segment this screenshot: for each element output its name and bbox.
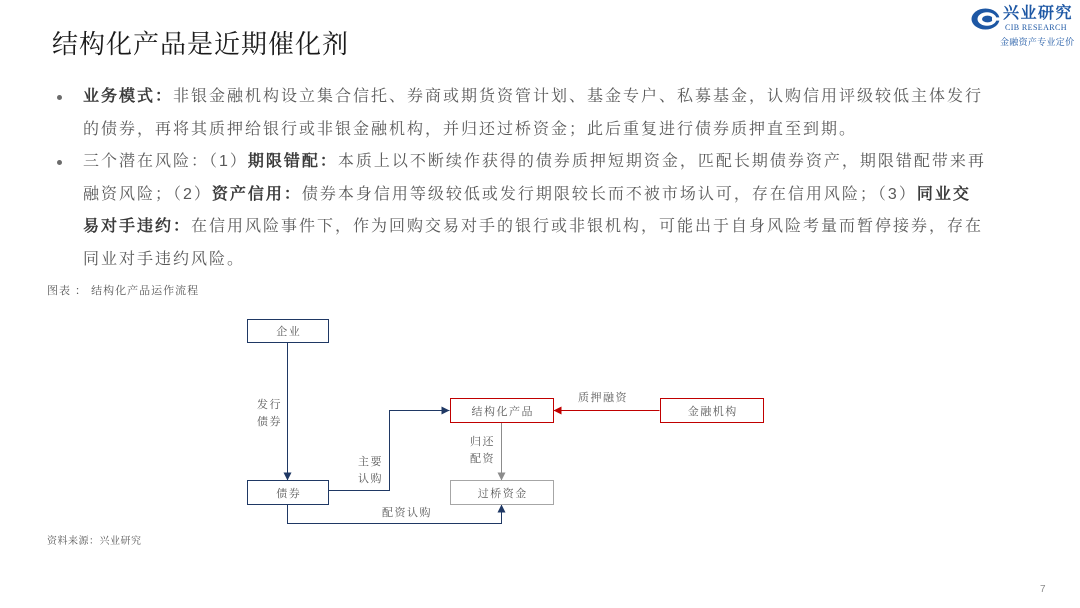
- bullet-label-counterparty-default: 易对手违约：: [83, 218, 192, 236]
- bullet-text: 在信用风险事件下，作为回购交易对手的银行或非银机构，可能出于自身风险考量而暂停接券，存在: [191, 218, 984, 236]
- bullet-line: [83, 146, 986, 179]
- edge-label-enterprise-to-bond: [257, 397, 282, 431]
- edge-label-bond-to-structured-product: [358, 454, 383, 488]
- edge-label-bond-to-bridge-fund: [382, 506, 432, 520]
- bullet-label-asset-credit: 资产信用：: [211, 185, 302, 203]
- page-number: 7: [1040, 584, 1046, 595]
- bullet-line: [83, 81, 983, 114]
- edge-label-line: 主要: [358, 456, 383, 468]
- node-bond: 债券: [247, 480, 329, 505]
- bullet-dot: [57, 160, 62, 165]
- cib-research-logo-icon: [970, 7, 1001, 31]
- node-structured-product: 结构化产品: [450, 398, 554, 423]
- slide-title: 结构化产品是近期催化剂: [52, 29, 350, 59]
- edge-label-line: 配资认购: [382, 507, 432, 519]
- bullet-text: 融资风险；（2）: [83, 185, 212, 203]
- figure-caption: 图表 ： 结构化产品运作流程: [47, 285, 200, 297]
- bullet-label-maturity-mismatch: 期限错配：: [247, 153, 338, 171]
- edge-label-financial-institution-to-structured-product: [578, 391, 628, 405]
- bullet-text: 三个潜在风险：（1）: [83, 153, 248, 171]
- bullet-line: [83, 211, 986, 244]
- bullet-text: 本质上以不断续作获得的债券质押短期资金，匹配长期债券资产，期限错配带来再: [337, 153, 986, 171]
- bullet-business-model: [83, 81, 983, 146]
- edge-label-line: 质押融资: [578, 392, 628, 404]
- bullet-text: 债券本身信用等级较低或发行期限较长而不被市场认可，存在信用风险；（3）: [301, 185, 917, 203]
- edge-label-line: 发行: [257, 399, 282, 411]
- bullet-line: [83, 244, 986, 277]
- bullet-label-counterparty-default: 同业交: [916, 185, 971, 203]
- edge-label-line: 归还: [470, 436, 495, 448]
- logo-name-cn: 兴业研究: [1003, 5, 1074, 22]
- bullet-text: 的债券，再将其质押给银行或非银金融机构，并归还过桥资金；此后重复进行债券质押直至到期。: [83, 120, 858, 138]
- node-financial-institution: 金融机构: [660, 398, 764, 423]
- bullet-line: [83, 114, 983, 147]
- edge-bond-to-structured-product: [328, 411, 450, 491]
- edge-label-line: 认购: [358, 473, 383, 485]
- logo-name-en: CIB RESEARCH: [1005, 23, 1067, 32]
- logo-tagline: 金融资产专业定价: [1000, 37, 1075, 47]
- bullet-potential-risks: [83, 146, 986, 276]
- edge-label-structured-product-to-bridge-fund: [470, 434, 495, 468]
- node-bridge-fund: 过桥资金: [450, 480, 554, 505]
- bullet-text: 非银金融机构设立集合信托、券商或期货资管计划、基金专户、私募基金，认购信用评级较低主体发行: [173, 88, 984, 105]
- edge-label-line: 债券: [257, 416, 282, 428]
- bullet-text: 同业对手违约风险。: [83, 250, 246, 268]
- bullet-dot: [57, 95, 62, 100]
- source-note: 资料来源：兴业研究: [47, 536, 142, 547]
- edge-label-line: 配资: [470, 453, 495, 465]
- bullet-line: [83, 179, 986, 212]
- node-enterprise: 企业: [247, 319, 329, 343]
- bullet-label-business-model: 业务模式：: [83, 88, 174, 105]
